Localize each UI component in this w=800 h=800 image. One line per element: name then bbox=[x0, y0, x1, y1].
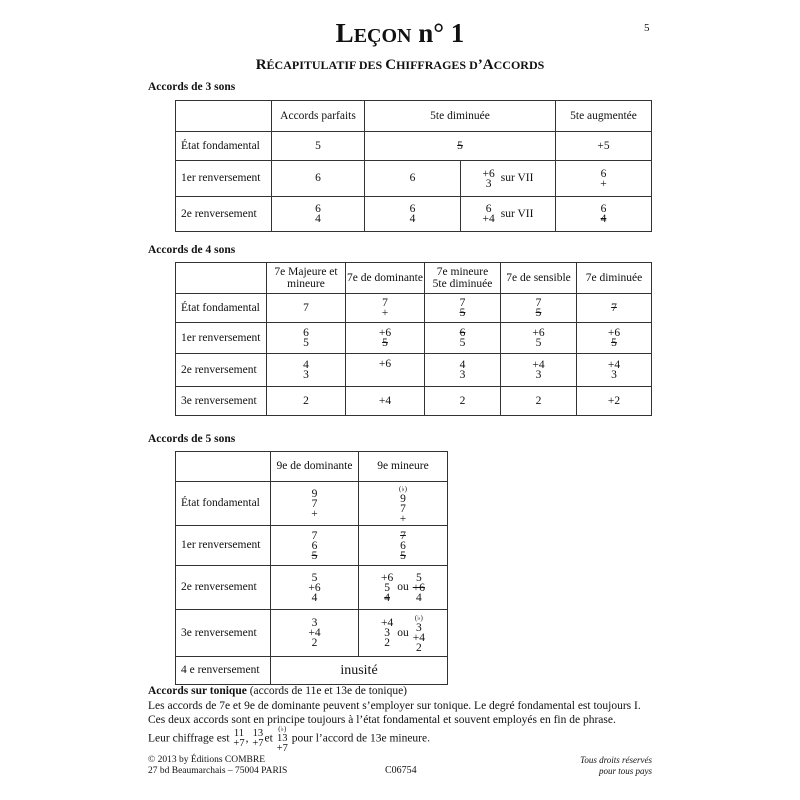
row-1er-renversement: 1er renversement bbox=[176, 526, 271, 566]
cell: +6 5 bbox=[577, 323, 652, 354]
cell: 3 +4 2 bbox=[271, 610, 359, 657]
cell: +4 3 bbox=[501, 354, 577, 387]
cell: 6 5 bbox=[425, 323, 501, 354]
cell: 6 +4 sur VII bbox=[461, 197, 556, 232]
footer-rights: Tous droits réservés pour tous pays bbox=[580, 755, 652, 776]
tonique-heading: Accords sur tonique (accords de 11e et 13e de tonique) bbox=[148, 685, 408, 697]
cell: 4 3 bbox=[425, 354, 501, 387]
header-7e-mineure-5te-dim: 7e mineure 5te diminuée bbox=[425, 263, 501, 294]
cell: +5 bbox=[556, 132, 652, 161]
page-title: LEÇON n° 1 bbox=[335, 18, 465, 48]
page-subtitle: RÉCAPITULATIF DES CHIFFRAGES D’ACCORDS bbox=[255, 57, 545, 73]
cell: 4 3 bbox=[267, 354, 346, 387]
cell: 5 bbox=[272, 132, 365, 161]
cell: 2 bbox=[501, 387, 577, 416]
header-7e-diminuee: 7e diminuée bbox=[577, 263, 652, 294]
header-accords-parfaits: Accords parfaits bbox=[272, 101, 365, 132]
empty-corner bbox=[176, 263, 267, 294]
cell: +4 3 2 ou (♭) 3 +4 2 bbox=[359, 610, 448, 657]
empty-corner bbox=[176, 452, 271, 482]
cell: 7 bbox=[267, 294, 346, 323]
cell: 7 + bbox=[346, 294, 425, 323]
cell: 6 bbox=[365, 161, 461, 197]
cell: +2 bbox=[577, 387, 652, 416]
header-7e-majeure-mineure: 7e Majeure et mineure bbox=[267, 263, 346, 294]
header-5te-augmentee: 5te augmentée bbox=[556, 101, 652, 132]
cell: +4 bbox=[346, 387, 425, 416]
cell: 5 bbox=[365, 132, 556, 161]
cell: 6 bbox=[272, 161, 365, 197]
tonique-line-1: Les accords de 7e et 9e de dominante peuvent s’employer sur tonique. Le degré fondamental est toujours I. bbox=[148, 700, 641, 712]
section-heading-5-sons: Accords de 5 sons bbox=[148, 433, 236, 445]
table-4-sons bbox=[175, 262, 652, 416]
cell: +6 5 bbox=[501, 323, 577, 354]
cell: +6 bbox=[346, 354, 425, 387]
cell: 9 7 + bbox=[271, 482, 359, 526]
page-number: 5 bbox=[644, 22, 650, 34]
row-2e-renversement: 2e renversement bbox=[176, 197, 272, 232]
row-3e-renversement: 3e renversement bbox=[176, 387, 267, 416]
row-4e-renversement: 4 e renversement bbox=[176, 657, 271, 685]
header-9e-dominante: 9e de dominante bbox=[271, 452, 359, 482]
row-etat-fondamental: État fondamental bbox=[176, 482, 271, 526]
header-9e-mineure: 9e mineure bbox=[359, 452, 448, 482]
row-2e-renversement: 2e renversement bbox=[176, 566, 271, 610]
cell: (♭) 9 7 + bbox=[359, 482, 448, 526]
cell: 7 6 5 bbox=[359, 526, 448, 566]
table-5-sons bbox=[175, 451, 448, 685]
row-etat-fondamental: État fondamental bbox=[176, 294, 267, 323]
cell: 7 6 5 bbox=[271, 526, 359, 566]
cell: 2 bbox=[425, 387, 501, 416]
cell: 6 4 bbox=[365, 197, 461, 232]
table-3-sons bbox=[175, 100, 652, 232]
cell: 5 +6 4 bbox=[271, 566, 359, 610]
header-7e-sensible: 7e de sensible bbox=[501, 263, 577, 294]
row-1er-renversement: 1er renversement bbox=[176, 323, 267, 354]
tonique-line-2: Ces deux accords sont en principe toujours à l’état fondamental et souvent employés en fin de phrase. bbox=[148, 714, 616, 726]
empty-corner bbox=[176, 101, 272, 132]
cell: 6 5 bbox=[267, 323, 346, 354]
cell: +6 5 4 ou 5 +6 4 bbox=[359, 566, 448, 610]
cell-inusite: inusité bbox=[271, 657, 448, 685]
header-5te-diminuee: 5te diminuée bbox=[365, 101, 556, 132]
footer-code: C06754 bbox=[385, 765, 417, 776]
footer-copyright: © 2013 by Éditions COMBRE 27 bd Beaumarchais – 75004 PARIS bbox=[148, 755, 288, 776]
cell: 6 4 bbox=[272, 197, 365, 232]
header-7e-dominante: 7e de dominante bbox=[346, 263, 425, 294]
cell: +6 3 sur VII bbox=[461, 161, 556, 197]
row-1er-renversement: 1er renversement bbox=[176, 161, 272, 197]
cell: 7 bbox=[577, 294, 652, 323]
cell: 7 5 bbox=[501, 294, 577, 323]
row-3e-renversement: 3e renversement bbox=[176, 610, 271, 657]
cell: +6 5 bbox=[346, 323, 425, 354]
cell: 2 bbox=[267, 387, 346, 416]
row-etat-fondamental: État fondamental bbox=[176, 132, 272, 161]
tonique-line-3: Leur chiffrage est 11 +7 , 13 +7 et (♭) 13 +7 pour l’accord de 13e mineure. bbox=[148, 725, 430, 754]
cell: 6 4 bbox=[556, 197, 652, 232]
cell: 7 5 bbox=[425, 294, 501, 323]
cell: 6 + bbox=[556, 161, 652, 197]
row-2e-renversement: 2e renversement bbox=[176, 354, 267, 387]
cell: +4 3 bbox=[577, 354, 652, 387]
section-heading-3-sons: Accords de 3 sons bbox=[148, 81, 236, 93]
section-heading-4-sons: Accords de 4 sons bbox=[148, 244, 236, 256]
